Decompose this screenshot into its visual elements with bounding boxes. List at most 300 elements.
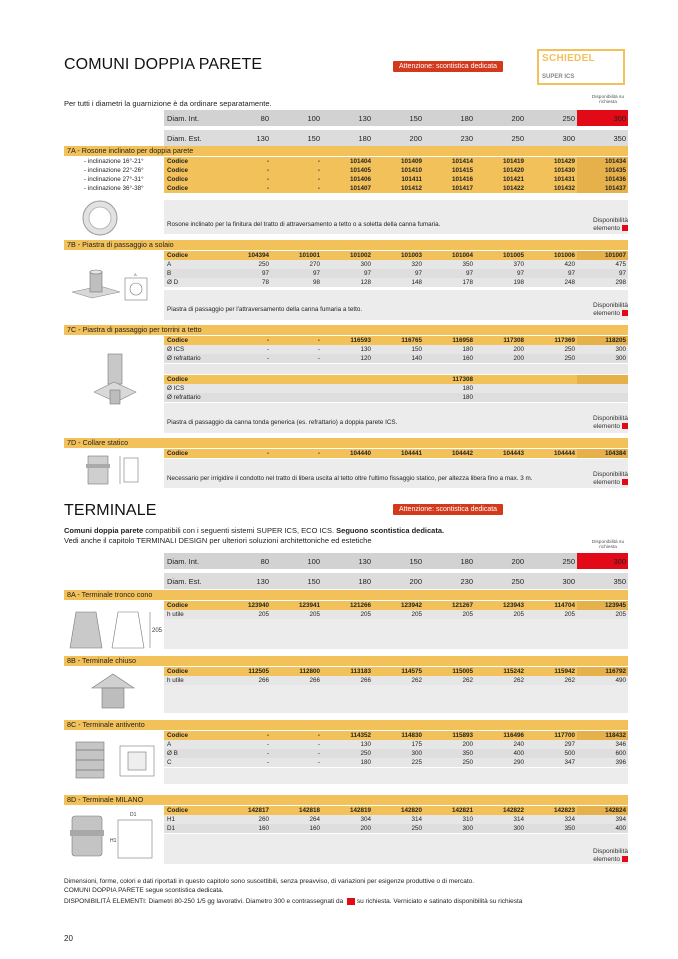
row-label: Codice [164, 375, 220, 384]
table-cell: 101417 [424, 184, 475, 193]
table-row [164, 375, 628, 384]
table-row [164, 175, 628, 184]
table-cell: 117308 [424, 375, 475, 384]
table-cell: 205 [373, 610, 424, 619]
table-cell: 97 [424, 269, 475, 278]
row-label: Codice [164, 336, 220, 345]
section-7d-table [164, 449, 628, 458]
table-cell: 250 [424, 758, 475, 767]
table-cell: 114704 [526, 601, 577, 610]
table-cell: 266 [271, 676, 322, 685]
table-cell: 118205 [577, 336, 628, 345]
table-cell: 142817 [220, 806, 271, 815]
table-cell: - [271, 157, 322, 166]
table-cell: 140 [373, 354, 424, 363]
table-cell: 123941 [271, 601, 322, 610]
table-cell: 101006 [526, 251, 577, 260]
diam-est-label: Diam. Est. [164, 130, 220, 146]
table-cell: 101414 [424, 157, 475, 166]
table-cell: 121267 [424, 601, 475, 610]
table-cell: 324 [526, 815, 577, 824]
diam-int-label: Diam. Int. [164, 110, 220, 126]
table-cell: - [220, 175, 271, 184]
intro-bold: Comuni doppia parete [64, 526, 144, 535]
milano-terminal-image [66, 808, 162, 864]
table-cell: - [220, 184, 271, 193]
row-label: Codice [164, 806, 220, 815]
section-8b-table [164, 667, 628, 685]
table-cell: 266 [220, 676, 271, 685]
table-cell: 200 [475, 345, 526, 354]
table-cell [526, 375, 577, 384]
table-cell: 300 [373, 749, 424, 758]
table-cell: 250 [526, 354, 577, 363]
table-cell: 101411 [373, 175, 424, 184]
section-8d-title: 8D - Terminale MILANO [64, 795, 628, 805]
table-row [164, 749, 628, 758]
table-cell: 394 [577, 815, 628, 824]
diam-int-row [164, 110, 628, 126]
table-cell: 205 [271, 610, 322, 619]
table-cell: 150 [373, 345, 424, 354]
table-cell: 350 [424, 260, 475, 269]
table-cell: 97 [373, 269, 424, 278]
table-cell: 148 [373, 278, 424, 287]
availability-on-request: Disponibilità su richiesta [591, 95, 625, 105]
diam-int-value: 250 [526, 110, 577, 126]
row-label: Codice [164, 667, 220, 676]
diam-est-value: 130 [220, 130, 271, 146]
row-label: Ø B [164, 749, 220, 758]
table-cell: 104442 [424, 449, 475, 458]
table-cell: 115942 [526, 667, 577, 676]
intro-text: compatibili con i seguenti sistemi SUPER ICS, ECO ICS. [143, 526, 337, 535]
table-cell: 101420 [475, 166, 526, 175]
table-cell: 128 [322, 278, 373, 287]
table-cell: - [271, 731, 322, 740]
table-cell: 101406 [322, 175, 373, 184]
table-cell: 97 [322, 269, 373, 278]
attention-badge: Attenzione: scontistica dedicata [393, 504, 503, 515]
table-cell: 101421 [475, 175, 526, 184]
table-cell: 97 [577, 269, 628, 278]
page-title: COMUNI DOPPIA PARETE [64, 56, 263, 73]
diam-est-value: 130 [220, 573, 271, 589]
table-cell: 225 [373, 758, 424, 767]
section-7c-table [164, 336, 628, 363]
table-cell: - [271, 166, 322, 175]
table-cell: 262 [526, 676, 577, 685]
section-7c-table-2 [164, 375, 628, 402]
table-row [164, 336, 628, 345]
table-row [164, 166, 628, 175]
inclination-label: - inclinazione 36°-38° [84, 185, 144, 192]
diam-int-value: 100 [271, 110, 322, 126]
table-cell: 262 [373, 676, 424, 685]
diam-est-value: 150 [271, 130, 322, 146]
red-square-icon [347, 898, 355, 905]
table-cell: 300 [475, 824, 526, 833]
table-cell [373, 375, 424, 384]
table-cell: - [271, 354, 322, 363]
row-label: Codice [164, 601, 220, 610]
table-cell: 121266 [322, 601, 373, 610]
diam-int-value: 200 [475, 110, 526, 126]
row-label: Codice [164, 449, 220, 458]
row-label: Codice [164, 157, 220, 166]
availability-element [578, 415, 628, 430]
table-cell: 205 [220, 610, 271, 619]
table-cell: 120 [322, 354, 373, 363]
table-cell: 160 [271, 824, 322, 833]
row-label: Ø ICS [164, 384, 220, 393]
table-cell: 101436 [577, 175, 628, 184]
table-cell: 198 [475, 278, 526, 287]
section-7c-spacer [164, 364, 628, 374]
table-cell: 101407 [322, 184, 373, 193]
diam-est-row [164, 130, 628, 146]
table-cell: 101430 [526, 166, 577, 175]
table-cell: 205 [322, 610, 373, 619]
red-square-icon [622, 225, 628, 231]
table-row [164, 667, 628, 676]
diam-est-value: 250 [475, 573, 526, 589]
section-7a-title: 7A - Rosone inclinato per doppia parete [64, 146, 628, 156]
table-cell: 300 [322, 260, 373, 269]
table-cell: - [271, 740, 322, 749]
table-cell: 101434 [577, 157, 628, 166]
row-label: Codice [164, 175, 220, 184]
row-label: Ø refrattario [164, 354, 220, 363]
table-cell [220, 393, 271, 402]
table-row [164, 251, 628, 260]
table-row [164, 449, 628, 458]
logo-brand: SCHIEDEL [542, 53, 595, 64]
diam-int-value: 200 [475, 553, 526, 569]
footer-disclaimer: Dimensioni, forme, colori e dati riportati in questo capitolo sono suscettibili, senza preavviso, di variazioni per esigenze produttive o di mercato. [64, 878, 475, 885]
table-cell: 475 [577, 260, 628, 269]
table-cell: 142821 [424, 806, 475, 815]
row-label: C [164, 758, 220, 767]
row-label: Ø refrattario [164, 393, 220, 402]
table-cell [220, 375, 271, 384]
roof-plate-image [90, 350, 140, 410]
table-cell: 200 [424, 740, 475, 749]
table-cell [322, 384, 373, 393]
table-cell: 142823 [526, 806, 577, 815]
table-cell: 101416 [424, 175, 475, 184]
table-row [164, 269, 628, 278]
footer-availability-text: DISPONIBILITÀ ELEMENTI: Diametri 80-250 1/5 gg lavorativi. Diametro 300 e contrassegnati da [64, 898, 344, 906]
red-square-icon [622, 479, 628, 485]
table-cell: 205 [577, 610, 628, 619]
table-cell: 104441 [373, 449, 424, 458]
table-cell [475, 384, 526, 393]
table-cell: 101405 [322, 166, 373, 175]
table-cell: 180 [424, 393, 475, 402]
intro-bold: Seguono scontistica dedicata. [336, 526, 445, 535]
diam-est-label: Diam. Est. [164, 573, 220, 589]
red-square-icon [622, 310, 628, 316]
table-row [164, 393, 628, 402]
footer-availability-text: su richiesta. Verniciato e satinato disponibilità su richiesta [356, 898, 523, 906]
table-cell: 178 [424, 278, 475, 287]
table-cell: 130 [322, 345, 373, 354]
availability-element-label: Disponibilità elemento [592, 471, 628, 486]
section-8b-title: 8B - Terminale chiuso [64, 656, 628, 666]
table-cell: 420 [526, 260, 577, 269]
table-cell: 180 [424, 384, 475, 393]
table-cell [577, 375, 628, 384]
table-cell [220, 384, 271, 393]
table-cell: 116593 [322, 336, 373, 345]
table-cell: 78 [220, 278, 271, 287]
table-cell: 142822 [475, 806, 526, 815]
table-cell: 160 [220, 824, 271, 833]
table-row [164, 815, 628, 824]
table-cell: 260 [220, 815, 271, 824]
table-cell: 104394 [220, 251, 271, 260]
table-cell: 101001 [271, 251, 322, 260]
table-cell [577, 393, 628, 402]
availability-element-label: Disponibilità elemento [592, 415, 628, 430]
table-cell: 160 [424, 354, 475, 363]
availability-element [578, 848, 628, 863]
diam-est-value: 200 [373, 573, 424, 589]
table-row [164, 354, 628, 363]
table-cell: 314 [373, 815, 424, 824]
table-cell: 490 [577, 676, 628, 685]
diam-est-value: 350 [577, 573, 628, 589]
inclination-label: - inclinazione 22°-26° [84, 167, 144, 174]
table-row [164, 740, 628, 749]
table-cell: 117700 [526, 731, 577, 740]
section-7c-description: Piastra di passaggio da canna tonda generica (es. refrattario) a doppia parete ICS. [167, 419, 398, 426]
table-cell: 310 [424, 815, 475, 824]
table-cell: 205 [424, 610, 475, 619]
table-cell: 266 [322, 676, 373, 685]
diam-int-value: 300 [577, 110, 628, 126]
table-cell: 262 [424, 676, 475, 685]
table-cell: - [220, 166, 271, 175]
table-cell: 116958 [424, 336, 475, 345]
row-label: A [164, 260, 220, 269]
availability-element [578, 217, 628, 232]
table-cell [373, 384, 424, 393]
table-cell: 101005 [475, 251, 526, 260]
table-cell [373, 393, 424, 402]
diam-est-value: 300 [526, 573, 577, 589]
table-cell: - [271, 758, 322, 767]
row-label: D1 [164, 824, 220, 833]
table-cell: 101003 [373, 251, 424, 260]
svg-text:D1: D1 [130, 812, 137, 818]
table-cell: 314 [475, 815, 526, 824]
table-cell: 114830 [373, 731, 424, 740]
attention-badge: Attenzione: scontistica dedicata [393, 61, 503, 72]
table-cell: 400 [577, 824, 628, 833]
row-label: Codice [164, 184, 220, 193]
table-cell: 123940 [220, 601, 271, 610]
table-cell: 101002 [322, 251, 373, 260]
intro-note: Per tutti i diametri la guarnizione è da ordinare separatamente. [64, 99, 272, 108]
table-cell: - [271, 175, 322, 184]
table-cell: 123943 [475, 601, 526, 610]
table-cell: 101429 [526, 157, 577, 166]
svg-text:A: A [134, 272, 137, 277]
logo-product: SUPER ICS [542, 74, 575, 80]
table-cell: 200 [475, 354, 526, 363]
table-cell: - [220, 336, 271, 345]
table-cell: 101007 [577, 251, 628, 260]
diam-est-value: 200 [373, 130, 424, 146]
table-cell: 298 [577, 278, 628, 287]
section-7a-description: Rosone inclinato per la finitura del tratto di attraversamento a tetto o a soletta della canna fumaria. [167, 221, 441, 228]
section-7b-table [164, 251, 628, 287]
table-cell: 112505 [220, 667, 271, 676]
table-cell: 115242 [475, 667, 526, 676]
table-cell: 117308 [475, 336, 526, 345]
table-cell: 104443 [475, 449, 526, 458]
diam-est-value: 350 [577, 130, 628, 146]
table-cell: 101415 [424, 166, 475, 175]
diam-est-value: 250 [475, 130, 526, 146]
table-cell: 112800 [271, 667, 322, 676]
table-cell: 104444 [526, 449, 577, 458]
section-8d-table [164, 806, 628, 833]
table-cell: 250 [322, 749, 373, 758]
inclination-label: - inclinazione 27°-31° [84, 176, 144, 183]
schiedel-logo [537, 49, 625, 85]
table-cell: 200 [322, 824, 373, 833]
diam-est-row [164, 573, 628, 589]
row-label: Ø D [164, 278, 220, 287]
diam-int-value: 150 [373, 110, 424, 126]
table-cell: 320 [373, 260, 424, 269]
table-cell: 264 [271, 815, 322, 824]
table-cell [271, 393, 322, 402]
section-8c-table [164, 731, 628, 767]
table-cell: - [220, 758, 271, 767]
row-label: Ø ICS [164, 345, 220, 354]
table-cell: 130 [322, 740, 373, 749]
diam-int-value: 130 [322, 553, 373, 569]
diam-int-label: Diam. Int. [164, 553, 220, 569]
table-cell: 97 [475, 269, 526, 278]
table-cell: 300 [577, 354, 628, 363]
table-cell: 97 [271, 269, 322, 278]
table-row [164, 806, 628, 815]
table-cell: 250 [220, 260, 271, 269]
table-cell: 98 [271, 278, 322, 287]
table-cell: - [220, 449, 271, 458]
table-cell: 101431 [526, 175, 577, 184]
section-7b-title: 7B - Piastra di passaggio a solaio [64, 240, 628, 250]
row-label: A [164, 740, 220, 749]
row-label: Codice [164, 731, 220, 740]
table-cell: 180 [424, 345, 475, 354]
svg-text:H1: H1 [110, 838, 117, 844]
red-square-icon [622, 423, 628, 429]
table-cell [475, 393, 526, 402]
table-row [164, 184, 628, 193]
footer-availability [64, 898, 522, 905]
table-cell: 104440 [322, 449, 373, 458]
diam-int-value: 180 [424, 553, 475, 569]
table-cell: - [220, 345, 271, 354]
table-cell: 117369 [526, 336, 577, 345]
table-cell: 97 [220, 269, 271, 278]
table-row [164, 345, 628, 354]
table-cell [322, 393, 373, 402]
table-cell: - [271, 184, 322, 193]
section-7d-description: Necessario per irrigidire il condotto nel tratto di libera uscita al tetto oltre l'ultimo fissaggio statico, per altezza libera fino a max. 3 m. [167, 475, 533, 482]
table-cell: 114575 [373, 667, 424, 676]
row-label: B [164, 269, 220, 278]
table-cell: 97 [526, 269, 577, 278]
table-cell: 101412 [373, 184, 424, 193]
section-8c-panel [164, 768, 628, 784]
diam-est-value: 180 [322, 130, 373, 146]
table-row [164, 601, 628, 610]
table-cell [271, 375, 322, 384]
table-cell: 300 [424, 824, 475, 833]
diam-int-value: 180 [424, 110, 475, 126]
table-cell: 115893 [424, 731, 475, 740]
terminale-title: TERMINALE [64, 502, 157, 519]
table-row [164, 260, 628, 269]
table-cell: 115005 [424, 667, 475, 676]
section-8d-panel [164, 834, 628, 864]
table-cell: 304 [322, 815, 373, 824]
section-7a-table [164, 157, 628, 193]
table-cell [526, 384, 577, 393]
table-cell: - [271, 449, 322, 458]
terminale-intro-1 [64, 526, 444, 535]
diam-est-value: 180 [322, 573, 373, 589]
diam-est-value: 230 [424, 573, 475, 589]
inclination-label: - inclinazione 16°-21° [84, 158, 144, 165]
table-cell: 396 [577, 758, 628, 767]
row-label: H1 [164, 815, 220, 824]
inclination-list [84, 157, 144, 193]
table-cell: 101419 [475, 157, 526, 166]
row-label: Codice [164, 166, 220, 175]
table-cell: 101404 [322, 157, 373, 166]
table-cell: 123945 [577, 601, 628, 610]
diam-int-value: 80 [220, 553, 271, 569]
table-cell: - [220, 731, 271, 740]
availability-element-label: Disponibilità elemento [592, 217, 628, 232]
red-square-icon [622, 856, 628, 862]
table-cell: 101004 [424, 251, 475, 260]
terminale-diameters-table [164, 553, 628, 589]
table-cell: - [220, 354, 271, 363]
table-cell: - [220, 157, 271, 166]
cone-terminal-image [66, 604, 162, 650]
table-cell: 104384 [577, 449, 628, 458]
diam-int-row [164, 553, 628, 569]
diam-int-value: 250 [526, 553, 577, 569]
table-row [164, 676, 628, 685]
diam-int-value: 300 [577, 553, 628, 569]
table-row [164, 824, 628, 833]
terminale-intro-2: Vedi anche il capitolo TERMINALI DESIGN per ulteriori soluzioni architettoniche ed estetiche [64, 536, 372, 545]
table-row [164, 610, 628, 619]
table-cell: - [271, 749, 322, 758]
row-label: Codice [164, 251, 220, 260]
diam-int-value: 80 [220, 110, 271, 126]
